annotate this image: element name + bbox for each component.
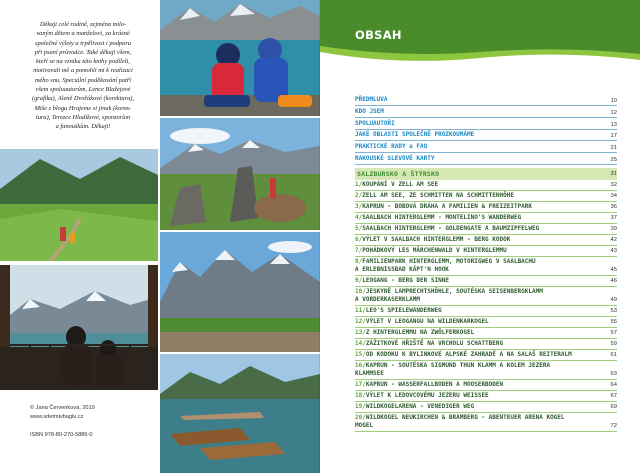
toc-entry-label: 14/ZÁŽITKOVÉ HŘIŠTĚ NA VRCHOLU SCHATTBERG <box>355 340 504 347</box>
toc-entry-label: JAKÉ OBLASTI SPOLEČNĚ PROZKOUMÁME <box>355 131 475 138</box>
toc-entry-page: 13 <box>610 122 617 128</box>
section-title: SALZBURSKO A ŠTÝRSKO <box>357 170 440 178</box>
toc-entry-number: 18/ <box>355 392 366 399</box>
toc-entry-page: 64 <box>610 382 617 388</box>
toc-entry[interactable] <box>355 181 617 189</box>
toc-entry-page: 49 <box>610 297 617 303</box>
acknowledgement-text: Děkuji celé rodině, zejména milo- vaným dětem a manželovi, za krásné společné výlety a trpělivost i podporu při psaní průvodce. Také děkuji všem, kteří se na vzniku této knihy podíleli, motivovali mě a pomohli mi k realizaci mého snu. Speciální poděkování patří všem spoluautorům, Lence Blažejové (grafika), Aleně Dvořákové (korektura), Miše z blogu Hrajeme si jinak (koreк- tura), Terezce Hladíkové, sponzorům a fanouškům. Děkuji! <box>31 21 135 131</box>
toc-entry-number: 2/ <box>355 192 363 199</box>
toc-entry[interactable] <box>355 318 617 326</box>
toc-entry-label: 15/OD KODOKU K BYLINKOVÉ ALPSKÉ ZAHRADĚ A NA SALAŠ REITERALM <box>355 351 572 358</box>
toc-divider <box>355 256 617 257</box>
photo-green-valley-hike <box>0 149 158 261</box>
toc-entry-page: 21 <box>610 145 617 151</box>
toc-entry-number: 13/ <box>355 329 366 336</box>
toc-entry-label: RAKOUSKÉ SLEVOVÉ KARTY <box>355 155 435 162</box>
toc-entry-label: 12/VÝLET V LEOGANGU NA WILDENKARKOGEL <box>355 318 489 325</box>
toc-entry-number: 5/ <box>355 225 363 232</box>
toc-entry[interactable] <box>355 288 617 304</box>
toc-entry-label: 18/VÝLET K LEDOVCOVÉMU JEZERU WEISSEE <box>355 392 489 399</box>
toc-divider <box>355 338 617 339</box>
toc-entry-page: 67 <box>610 393 617 399</box>
toc-entry-page: 53 <box>610 308 617 314</box>
toc-divider <box>355 412 617 413</box>
toc-entry[interactable] <box>355 340 617 348</box>
toc-divider <box>355 316 617 317</box>
toc-entry-page: 32 <box>610 182 617 188</box>
toc-entry-number: 9/ <box>355 277 363 284</box>
toc-entry-label: 1/KOUPÁNÍ V ZELL AM SEE <box>355 181 439 188</box>
toc-divider <box>355 212 617 213</box>
toc-entry-page: 37 <box>610 215 617 221</box>
toc-entry-page: 39 <box>610 226 617 232</box>
toc-divider <box>355 223 617 224</box>
toc-divider <box>355 190 617 191</box>
toc-entry[interactable] <box>355 307 617 315</box>
toc-entry-label: 13/Z HINTERGLEMMU NA ZWÖLFERKOGEL <box>355 329 475 336</box>
toc-entry-label: 5/SAALBACH HINTERGLEMM - GOLDENGATE A BAUMZIPFELWEG <box>355 225 540 232</box>
toc-divider <box>355 379 617 380</box>
toc-entry[interactable] <box>355 155 617 165</box>
toc-divider <box>355 390 617 391</box>
toc-entry-number: 14/ <box>355 340 366 347</box>
toc-entry[interactable] <box>355 351 617 359</box>
toc-entry-page: 34 <box>610 193 617 199</box>
toc-divider <box>355 401 617 402</box>
toc-entry-label: 9/LEOGANG - BERG DER SINNE <box>355 277 449 284</box>
toc-entry[interactable] <box>355 362 617 378</box>
toc-divider <box>355 431 617 432</box>
toc-entry-number: 6/ <box>355 236 363 243</box>
toc-entry-label: 3/KAPRUN - BOBOVÁ DRÁHA A FAMILIEN & FREIZEITPARK <box>355 203 533 210</box>
toc-entry-number: 12/ <box>355 318 366 325</box>
toc-entry-label: 19/WILDKOGELARENA - VENEDIGER WEG <box>355 403 475 410</box>
toc-entry-label: KDO JSEM <box>355 108 384 115</box>
toc-entry[interactable] <box>355 236 617 244</box>
toc-entry-label: 4/SAALBACH HINTERGLEMM - MONTELINO'S WANDERWEG <box>355 214 522 221</box>
toc-entry[interactable] <box>355 381 617 389</box>
toc-entry-label: 2/ZELL AM SEE, ZE SCHMITTEN NA SCHMITTENHÖHE <box>355 192 514 199</box>
toc-divider <box>355 286 617 287</box>
toc-entry-number: 3/ <box>355 203 363 210</box>
toc-entry[interactable] <box>355 403 617 411</box>
toc-entry[interactable] <box>355 96 617 106</box>
toc-entry-number: 4/ <box>355 214 363 221</box>
toc-entry[interactable] <box>355 392 617 400</box>
toc-entry[interactable] <box>355 225 617 233</box>
photo-lake-boats <box>160 354 320 473</box>
page-title: OBSAH <box>355 28 402 42</box>
toc-entry[interactable] <box>355 131 617 141</box>
photo-rocky-playground <box>160 118 320 230</box>
toc-entry[interactable] <box>355 120 617 130</box>
toc-entry-label: 11/LEO'S SPIELEWANDERWEG <box>355 307 442 314</box>
toc-divider <box>355 201 617 202</box>
toc-entry-page: 72 <box>610 423 617 429</box>
toc-entry[interactable] <box>355 247 617 255</box>
toc-entry-page: 59 <box>610 341 617 347</box>
toc-entry-label: SPOLUAUTOŘI <box>355 120 395 127</box>
toc-entry-page: 36 <box>610 204 617 210</box>
copyright-text: © Jana Červenková, 2019 <box>30 405 95 411</box>
copyright-block <box>30 404 95 422</box>
toc-entry[interactable] <box>355 329 617 337</box>
toc-entry-number: 8/ <box>355 258 363 265</box>
toc-entry-page: 17 <box>610 133 617 139</box>
toc-entry-page: 42 <box>610 237 617 243</box>
toc-entry-page: 57 <box>610 330 617 336</box>
toc-entry-number: 1/ <box>355 181 363 188</box>
toc-entry[interactable] <box>355 258 617 274</box>
toc-entry[interactable] <box>355 214 617 222</box>
photo-balcony-view <box>0 265 158 390</box>
toc-entry-label: 6/VÝLET V SAALBACH HINTERGLEMM - BERG KODOK <box>355 236 511 243</box>
toc-entry-label: 20/WILDKOGEL NEUKIRCHEN & BRAMBERG - ABENTEUER ARENA KOGEL MOGEL <box>355 414 565 429</box>
toc-entry-number: 20/ <box>355 414 366 421</box>
photo-alpine-valley <box>160 232 320 352</box>
toc-entry-number: 10/ <box>355 288 366 295</box>
toc-divider <box>355 275 617 276</box>
toc-entry-page: 69 <box>610 404 617 410</box>
website-link[interactable]: www.sdetmivbaglu.cz <box>30 414 84 420</box>
photo-children-by-lake <box>160 0 320 116</box>
toc-entry[interactable] <box>355 203 617 211</box>
toc-entry-page: 63 <box>610 371 617 377</box>
toc-entry-label: 16/KAPRUN - SOUTĚSKA SIGMUND THUN KLAMM A KOLEM JEZERA KLAMMSEE <box>355 362 551 377</box>
isbn-text: ISBN 978-80-270-5886-0 <box>30 432 93 438</box>
toc-entry-number: 11/ <box>355 307 366 314</box>
toc-entry[interactable] <box>355 108 617 118</box>
toc-entry-page: 55 <box>610 319 617 325</box>
toc-entry-number: 19/ <box>355 403 366 410</box>
toc-entry-label: 8/FAMILIENPARK HINTERGLEMM, MOTORIGWEG V SAALBACHU A ERLEBNISSBAD KÄPT'N HOOK <box>355 258 536 273</box>
right-page <box>320 0 640 473</box>
toc-entry-number: 16/ <box>355 362 366 369</box>
toc-entry[interactable] <box>355 277 617 285</box>
toc-entry-label: PŘEDMLUVA <box>355 96 388 103</box>
toc-entry[interactable] <box>355 143 617 153</box>
toc-divider <box>355 349 617 350</box>
toc-divider <box>355 234 617 235</box>
toc-entry-page: 43 <box>610 248 617 254</box>
toc-entry-number: 7/ <box>355 247 363 254</box>
toc-divider <box>355 245 617 246</box>
toc-divider <box>355 360 617 361</box>
toc-entry-label: PRAKTICKÉ RADY a FAQ <box>355 143 428 150</box>
toc-entry[interactable] <box>355 192 617 200</box>
toc-entry-label: 10/JESKYNĚ LAMPRECHTSHÖHLE, SOUTĚSKA SEISENBERGKLAMM A VORDERKASERKLAMM <box>355 288 543 303</box>
toc-divider <box>355 327 617 328</box>
toc-entry-page: 10 <box>610 98 617 104</box>
toc-entry-label: 7/POHÁDKOVÝ LES MÄRCHENWALD V HINTERGLEMMU <box>355 247 507 254</box>
section-page: 31 <box>610 171 617 177</box>
toc-entry[interactable] <box>355 414 617 430</box>
toc-entry-page: 12 <box>610 110 617 116</box>
toc-entry-label: 17/KAPRUN - WASSERFALLBODEN A MOOSERBODEN <box>355 381 504 388</box>
toc-entry-page: 45 <box>610 267 617 273</box>
toc-entry-number: 17/ <box>355 381 366 388</box>
toc-entry-page: 25 <box>610 157 617 163</box>
toc-divider <box>355 305 617 306</box>
toc-entry-number: 15/ <box>355 351 366 358</box>
toc-entry-page: 46 <box>610 278 617 284</box>
toc-entry-page: 61 <box>610 352 617 358</box>
